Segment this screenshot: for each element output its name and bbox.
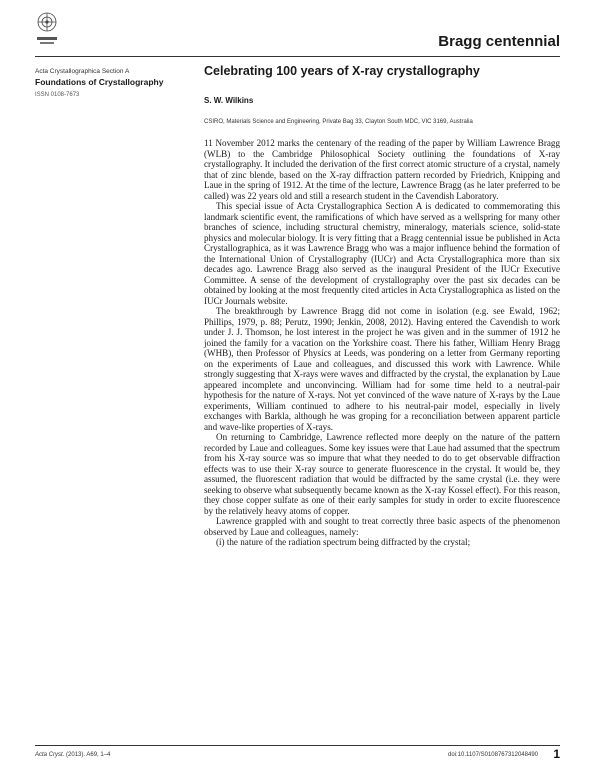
author: S. W. Wilkins: [204, 96, 254, 105]
article-body: [204, 138, 560, 548]
paragraph: Lawrence grappled with and sought to treat correctly three basic aspects of the phenomenon observed by Laue and colleagues, namely:: [204, 516, 560, 537]
paragraph: On returning to Cambridge, Lawrence reflected more deeply on the nature of the pattern recorded by Laue and colleagues. Some key issues were that Laue had assumed that the spectrum from his X-ray source was so impure that what they needed to do to get observable diffraction effects was to use their X-ray source to generate fluorescence in the crystal. It would be, they assumed, the fluorescent radiation that would be diffracted by the same crystal (i.e. they were seeking to observe what subsequently became known as the X-ray Kossel effect). For this reason, they chose copper sulfate as one of their early samples for study in order to excite fluorescence by the relatively heavy atoms of copper.: [204, 432, 560, 516]
iucr-logo: [35, 10, 59, 48]
citation-rest: (2013). A69, 1–4: [66, 752, 111, 758]
journal-sidebar: [35, 68, 175, 98]
page-footer: [35, 745, 560, 764]
header-rule: [35, 56, 560, 57]
article-title: Celebrating 100 years of X-ray crystallography: [204, 64, 480, 78]
section-title: Bragg centennial: [438, 33, 560, 50]
citation: [35, 752, 110, 758]
citation-journal: Acta Cryst.: [35, 752, 65, 758]
paragraph: 11 November 2012 marks the centenary of the reading of the paper by William Lawrence Bragg (WLB) to the Cambridge Philosophical Society outlining the foundations of X-ray crystallography. It included the derivation of the first correct atomic structure of a crystal, namely that of zinc blende, based on the X-ray diffraction pattern recorded by Friedrich, Knipping and Laue in the spring of 1912. At the time of the lecture, Lawrence Bragg (as he later preferred to be called) was 22 years old and still a research student in the Cavendish Laboratory.: [204, 138, 560, 201]
issn: ISSN 0108-7673: [35, 92, 80, 98]
journal-name: Acta Crystallographica Section A: [35, 68, 130, 75]
affiliation: CSIRO, Materials Science and Engineering, Private Bag 33, Clayton South MDC, VIC 3169, Australia: [204, 119, 473, 125]
doi: doi:10.1107/S0108767312048490: [448, 752, 538, 758]
page-number: 1: [553, 747, 560, 761]
paragraph: The breakthrough by Lawrence Bragg did not come in isolation (e.g. see Ewald, 1962; Phillips, 1979, p. 88; Perutz, 1990; Jenkin, 2008, 2012). Having entered the Cavendish to work under J. J. Thomson, he lost interest in the project he was given and in the summer of 1912 he joined the family for a vacation on the Yorkshire coast. There his father, William Henry Bragg (WHB), then Professor of Physics at Leeds, was pondering on a letter from Germany reporting on the experiments of Laue and colleagues, and discussed this work with Lawrence. While strongly suggesting that X-rays were waves and diffracted by the crystal, the explanation by Laue appeared incomplete and unconvincing. William had for some time held to a neutral-pair hypothesis for the nature of X-rays. Not yet convinced of the wave nature of X-rays by the Laue experiments, William continued to adhere to his neutral-pair model, especially in lively exchanges with Barkla, although he was groping for a reconciliation between apparent particle and wave-like properties of X-rays.: [204, 306, 560, 432]
journal-section: Foundations of Crystallography: [35, 77, 164, 87]
article-main: [204, 64, 560, 548]
list-item: (i) the nature of the radiation spectrum being diffracted by the crystal;: [216, 537, 471, 547]
paragraph: This special issue of Acta Crystallographica Section A is dedicated to commemorating this landmark scientific event, the ramifications of which have served as a wellspring for many other branches of science, including structural chemistry, mineralogy, materials science, solid-state physics and molecular biology. It is very fitting that a Bragg centennial issue be published in Acta Crystallographica, as it was Lawrence Bragg who was a major influence behind the formation of the International Union of Crystallography (IUCr) and Acta Crystallographica more than six decades ago. Lawrence Bragg also served as the inaugural President of the IUCr Executive Committee. A sense of the development of crystallography over the past six decades can be obtained by looking at the most frequently cited articles in Acta Crystallographica as listed on the IUCr Journals website.: [204, 201, 560, 306]
